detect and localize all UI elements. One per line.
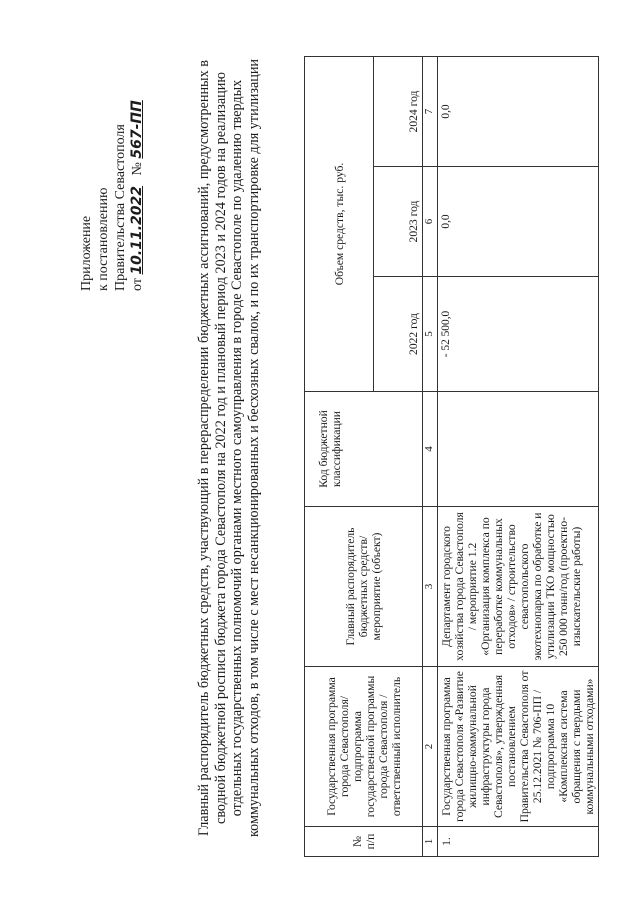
appendix-title: Приложение	[79, 215, 94, 291]
row-num: 1.	[438, 827, 599, 857]
table-header-row	[305, 57, 374, 857]
column-number-row	[423, 57, 438, 857]
appendix-reference: к постановлению	[96, 187, 111, 291]
header-recipient: Главный распорядитель бюджетных средств/мероприятие (объект)	[305, 507, 423, 667]
header-amount: Объем средств, тыс. руб.	[305, 57, 374, 392]
column-number: 7	[423, 57, 438, 167]
date-value: 10.11.2022	[129, 185, 145, 275]
number-prefix: №	[130, 162, 145, 176]
row-value-2023: 0,0	[438, 167, 599, 277]
allocation-table	[304, 56, 599, 857]
number-value: 567-ПП	[129, 100, 145, 159]
header-num: № п/п	[305, 827, 423, 857]
row-value-2022: - 52 500,0	[438, 277, 599, 392]
column-number: 4	[423, 392, 438, 507]
header-year-2023: 2023 год	[374, 167, 423, 277]
document-heading: Главный распорядитель бюджетных средств, участвующий в перераспределении бюджетных ассигнований, предусмотренных в сводной бюджетной росписи бюджета города Севастополя на 2022 год и плановый период 2023 и 2024 годов на реализацию отдельных государственных полномочий органами местного самоуправления в городе Севастополе по удалению твердых коммунальных отходов, в том числе с мест несанкционированных и бесхозных свалок, и по их транспортировке для утилизации	[196, 58, 262, 838]
appendix-block	[78, 51, 146, 291]
appendix-date-line	[129, 51, 146, 291]
column-number: 2	[423, 667, 438, 827]
row-value-2024: 0,0	[438, 57, 599, 167]
date-prefix: от	[130, 278, 145, 291]
header-code: Код бюджетной классификации	[305, 392, 423, 507]
column-number: 5	[423, 277, 438, 392]
header-program: Государственная программа города Севастополя/ подпрограмма государственной программы города Севастополя / ответственный исполнитель	[305, 667, 423, 827]
header-year-2024: 2024 год	[374, 57, 423, 167]
column-number: 3	[423, 507, 438, 667]
column-number: 6	[423, 167, 438, 277]
appendix-issuer: Правительства Севастополя	[113, 124, 128, 291]
column-number: 1	[423, 827, 438, 857]
header-year-2022: 2022 год	[374, 277, 423, 392]
row-recipient: Департамент городского хозяйства города Севастополя / мероприятие 1.2 «Организация комплекса по переработке коммунальных отходов» / строительство севастопольского экотехнопарка по обработке и утилизации ТКО мощностью 250 000 тонн/год (проектно-изыскательские работы)	[438, 507, 599, 667]
table-row	[438, 57, 599, 857]
row-code	[438, 392, 599, 507]
row-program: Государственная программа города Севастополя «Развитие жилищно-коммунальной инфраструктуры города Севастополя», утвержденная постановлением Правительства Севастополя от 25.12.2021 № 706-ПП / подпрограмма 10 «Комплексная система обращения с твердыми коммунальными отходами»	[438, 667, 599, 827]
